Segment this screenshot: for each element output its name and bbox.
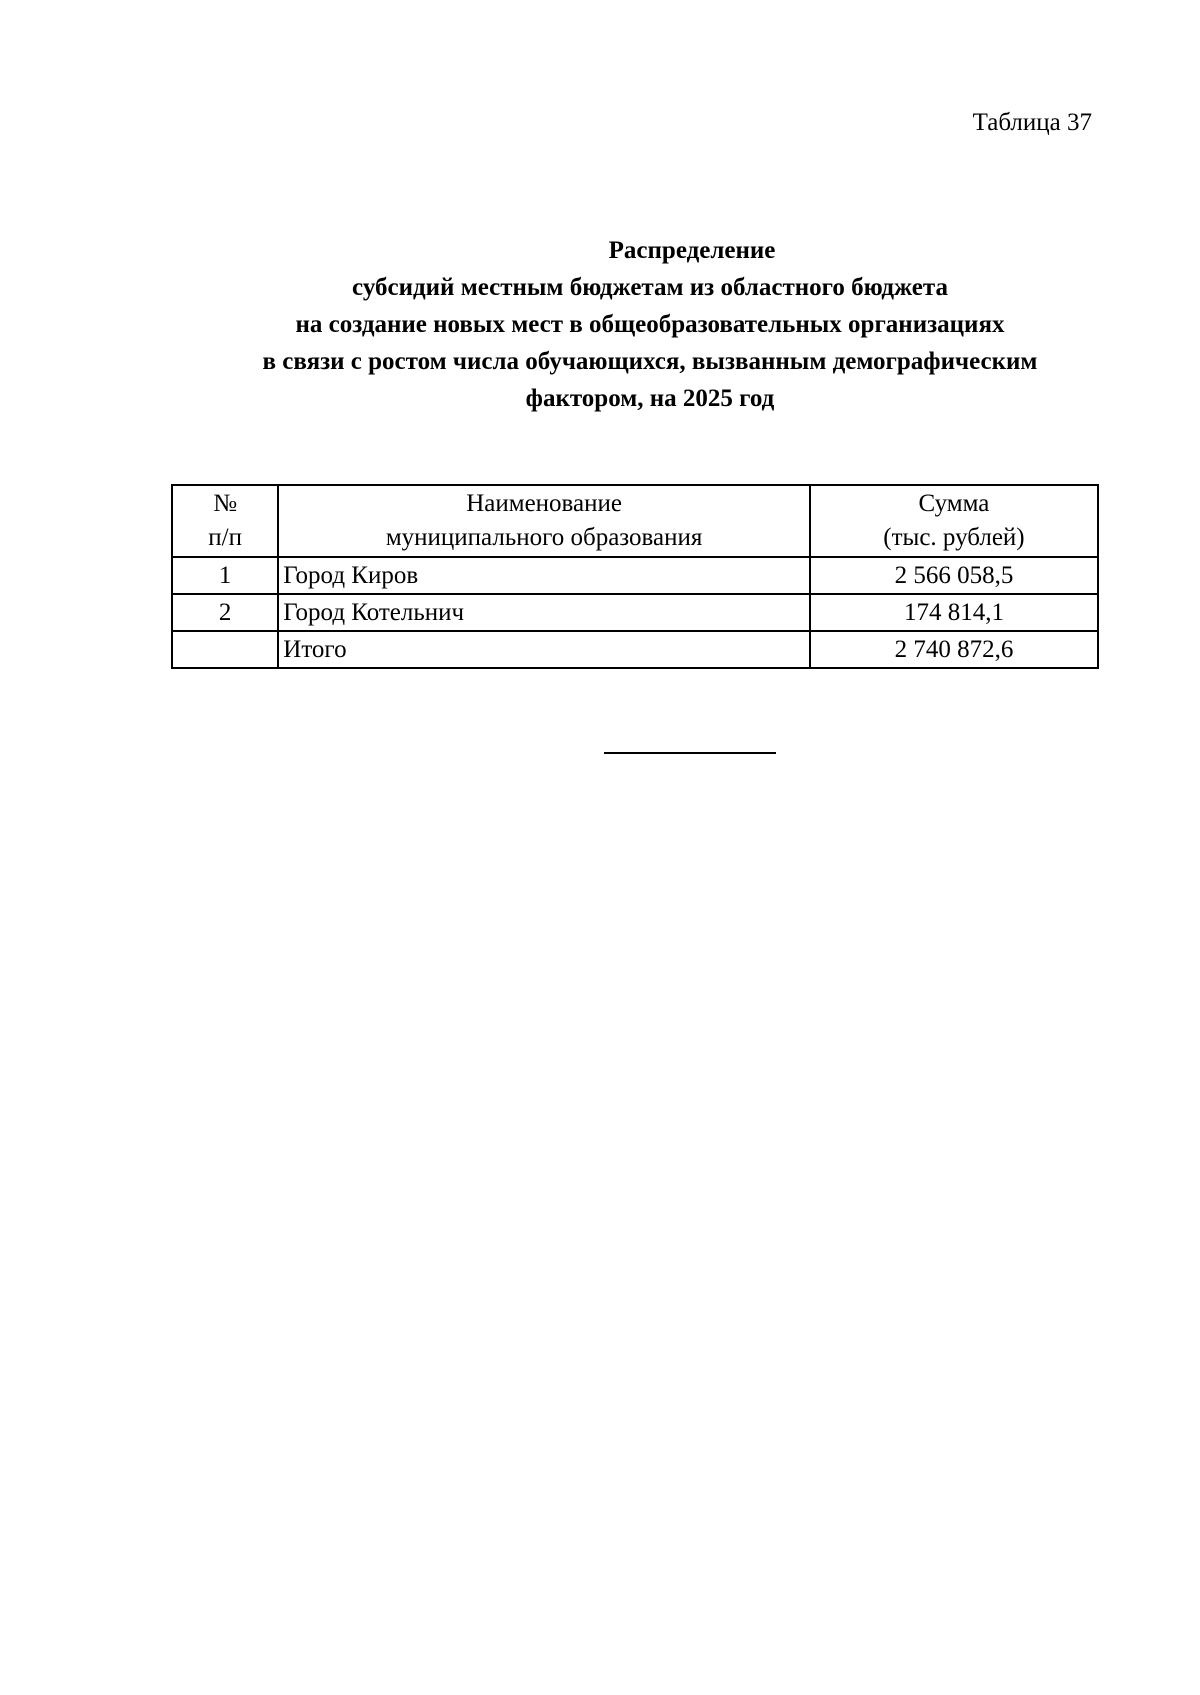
- row-sum: 2 566 058,5: [810, 557, 1098, 594]
- row-municipality: Город Киров: [278, 557, 810, 594]
- table-total-row: [172, 631, 1098, 668]
- header-name: [278, 485, 810, 557]
- title-line-2: на создание новых мест в общеобразовательных организациях: [295, 311, 1005, 338]
- header-sum: [810, 485, 1098, 557]
- row-number: [172, 631, 278, 668]
- row-total-sum: 2 740 872,6: [810, 631, 1098, 668]
- row-sum: 174 814,1: [810, 594, 1098, 631]
- row-number: 1: [172, 557, 278, 594]
- title-line-3: в связи с ростом числа обучающихся, вызванным демографическим: [262, 348, 1038, 375]
- table-number-label: Таблица 37: [972, 109, 1092, 136]
- title-heading: Распределение: [608, 237, 776, 264]
- header-name-line-2: муниципального образования: [385, 524, 703, 551]
- row-total-label: Итого: [278, 631, 810, 668]
- header-number: [172, 485, 278, 557]
- header-number-line-2: п/п: [208, 524, 242, 551]
- subsidy-distribution-table: [171, 484, 1099, 669]
- header-number-line-1: №: [213, 490, 238, 517]
- document-title: [150, 232, 1150, 417]
- table-header-row: [172, 485, 1098, 557]
- header-name-line-1: Наименование: [466, 490, 622, 517]
- table-row: [172, 557, 1098, 594]
- header-sum-line-1: Сумма: [918, 490, 990, 517]
- row-number: 2: [172, 594, 278, 631]
- row-municipality: Город Котельнич: [278, 594, 810, 631]
- end-of-table-rule: [604, 752, 776, 754]
- title-line-1: субсидий местным бюджетам из областного бюджета: [352, 274, 948, 301]
- header-sum-line-2: (тыс. рублей): [883, 524, 1025, 551]
- table-row: [172, 594, 1098, 631]
- title-line-4: фактором, на 2025 год: [525, 385, 775, 412]
